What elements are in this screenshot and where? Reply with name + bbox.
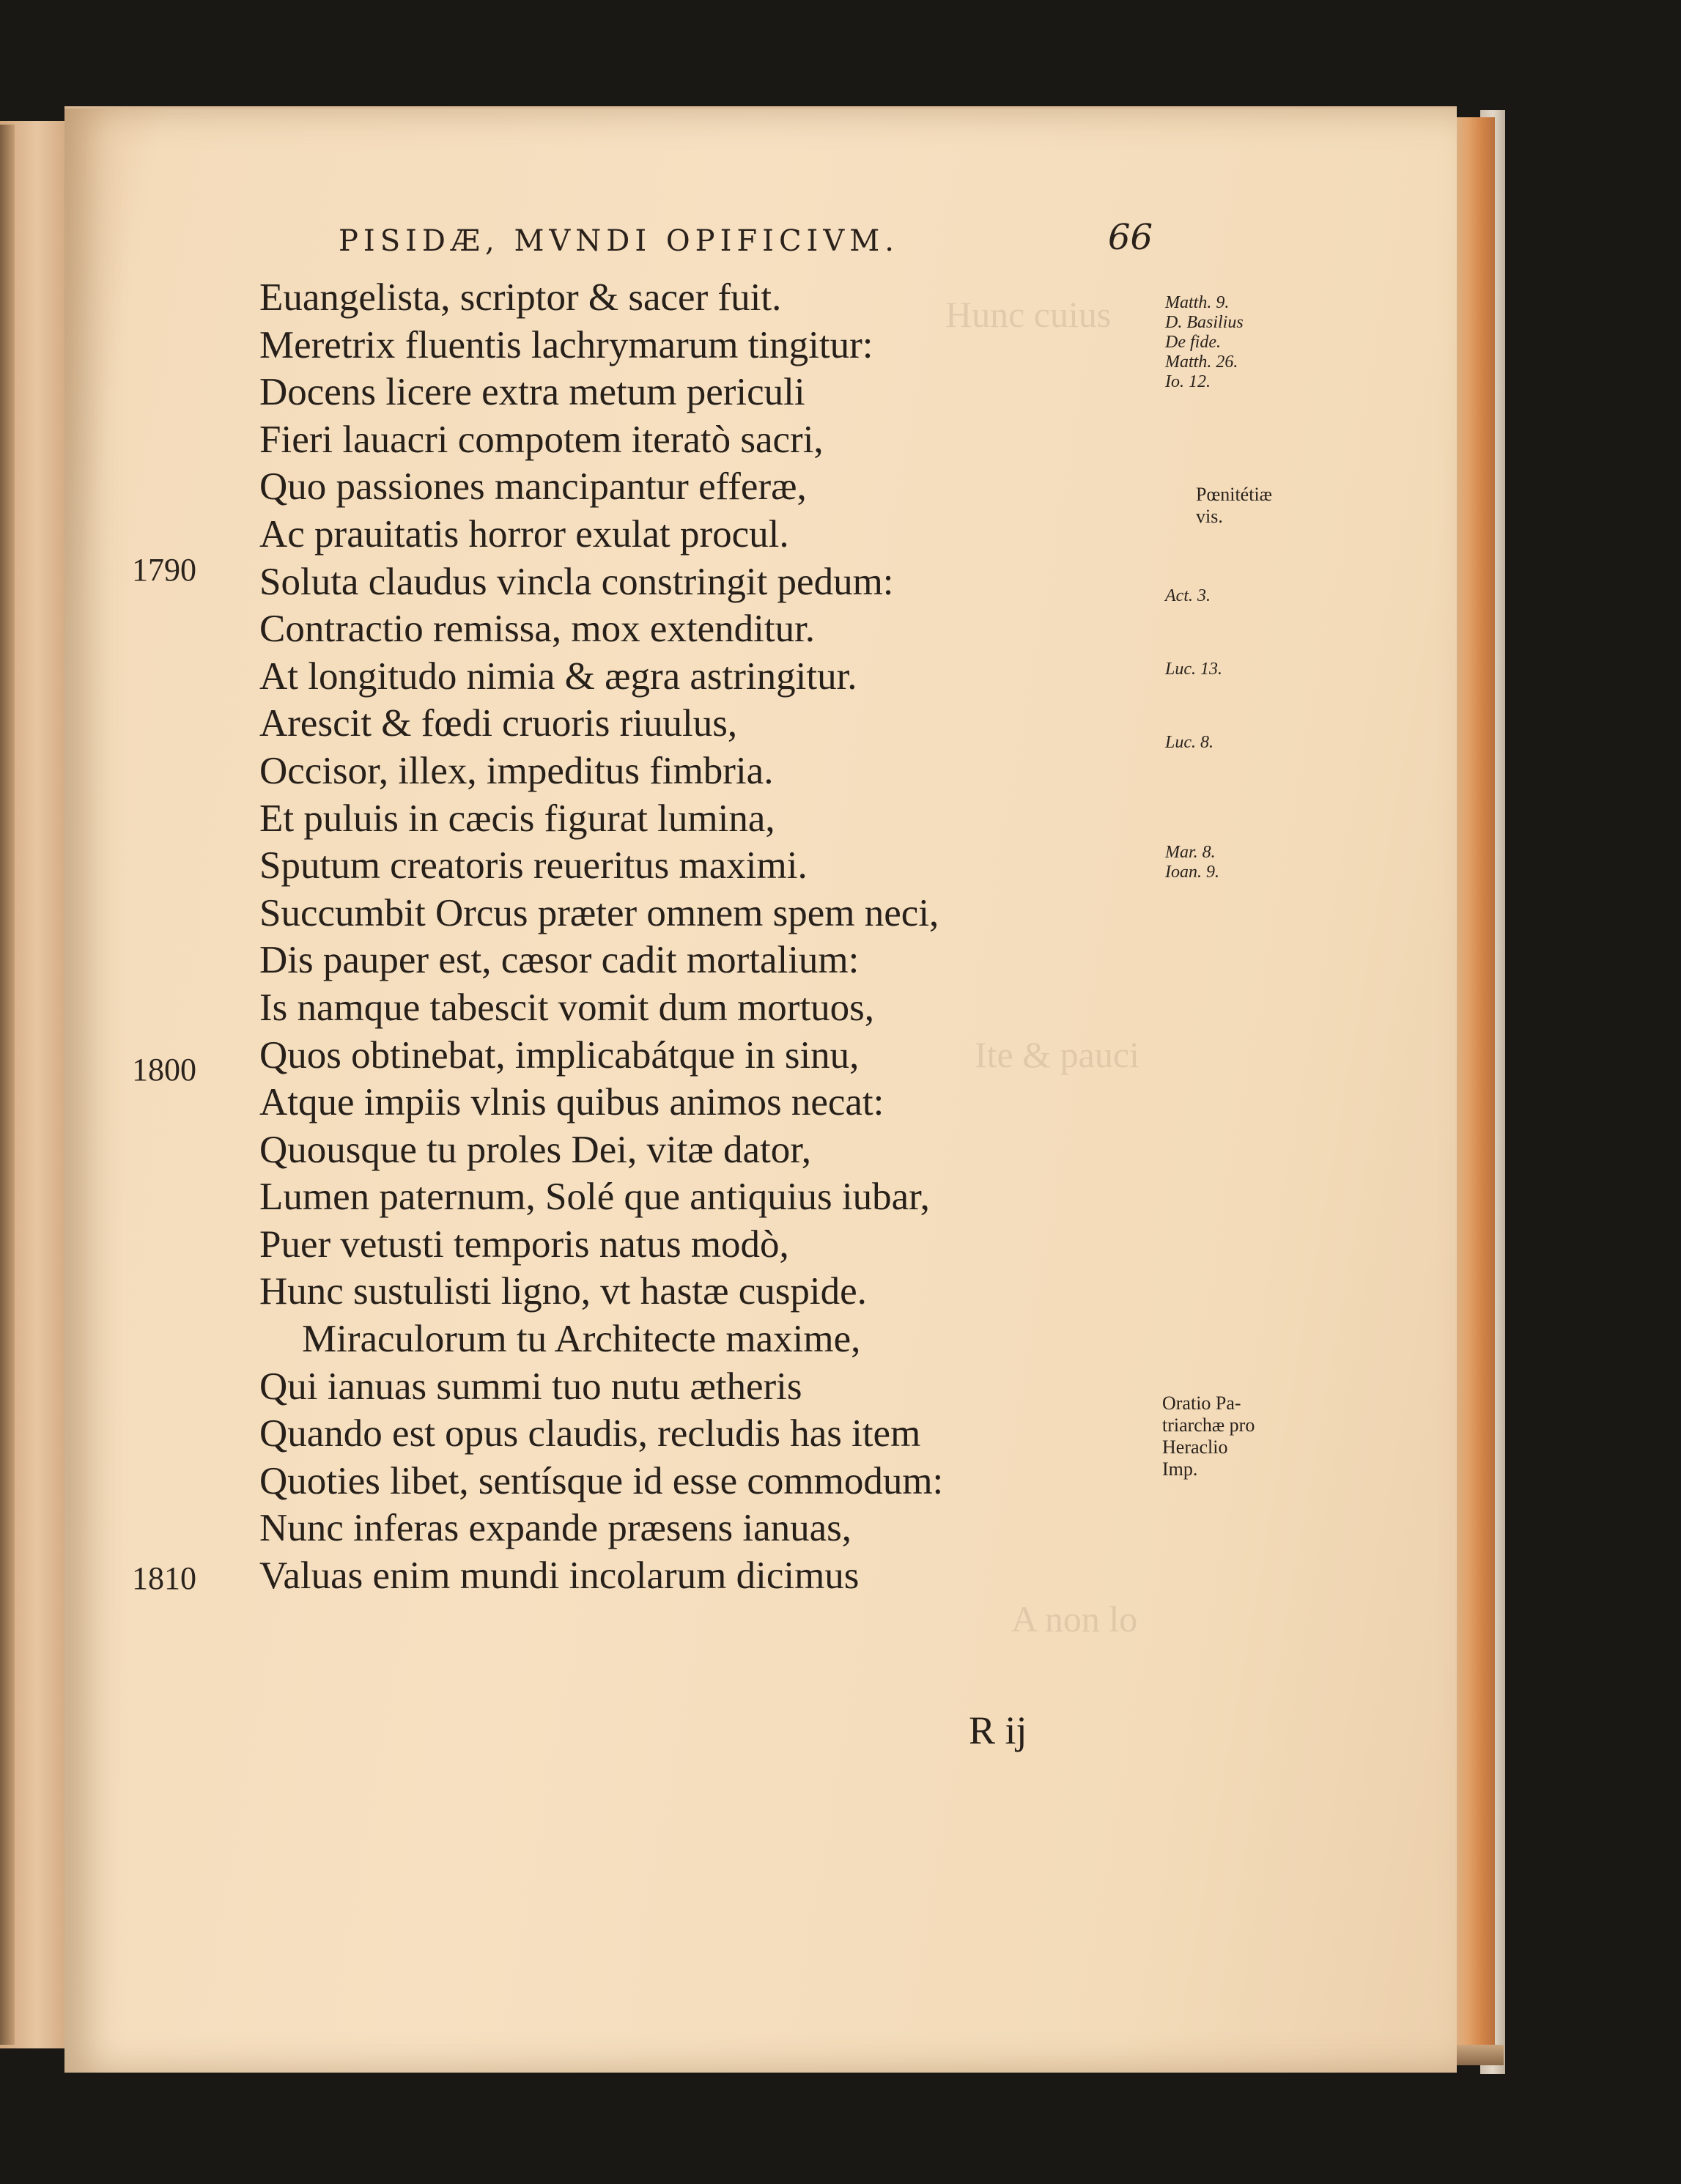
marginal-note: Matth. 9. D. Basilius De fide. Matth. 26. Io. 12.	[1165, 293, 1244, 391]
marginal-note: Mar. 8. Ioan. 9.	[1165, 843, 1219, 882]
verse-line: Puer vetusti temporis natus modò,	[259, 1222, 789, 1266]
left-page-edge	[0, 125, 15, 2045]
verse-line: Atque impiis vlnis quibus animos necat:	[259, 1081, 884, 1124]
verse-line: Arescit & fœdi cruoris riuulus,	[259, 702, 738, 745]
verse-line: Sputum creatoris reueritus maximi.	[259, 844, 808, 888]
verse-line: Et puluis in cæcis figurat lumina,	[259, 797, 775, 840]
show-through-text: A non lo	[1011, 1598, 1138, 1639]
verse-line: At longitudo nimia & ægra astringitur.	[259, 654, 857, 698]
verse-line: Soluta claudus vincla constringit pedum:	[259, 560, 894, 603]
verse-text	[259, 274, 943, 1600]
verse-line: Lumen paternum, Solé que antiquius iubar,	[259, 1176, 930, 1219]
signature-mark: R ij	[969, 1708, 1027, 1752]
verse-line: Quos obtinebat, implicabátque in sinu,	[259, 1033, 860, 1077]
verse-line: Quo passiones mancipantur efferæ,	[259, 465, 807, 509]
verse-line: Succumbit Orcus præter omnem spem neci,	[259, 891, 939, 934]
verse-line: Ac prauitatis horror exulat procul.	[259, 512, 789, 556]
marginal-note: Act. 3.	[1165, 586, 1211, 605]
page-block-edge	[1452, 117, 1495, 2059]
verse-line: Occisor, illex, impeditus fimbria.	[259, 749, 774, 792]
marginal-note: Pœnitétiæ vis.	[1196, 484, 1273, 527]
verse-line: Dis pauper est, cæsor cadit mortalium:	[259, 939, 860, 982]
page-number: 66	[1108, 217, 1153, 258]
verse-line: Valuas enim mundi incolarum dicimus	[259, 1554, 860, 1598]
line-number: 1790	[132, 552, 196, 588]
verse-line: Euangelista, scriptor & sacer fuit.	[259, 276, 782, 319]
line-number: 1810	[132, 1560, 196, 1596]
verse-line: Miraculorum tu Architecte maxime,	[302, 1318, 861, 1361]
verse-line: Qui ianuas summi tuo nutu ætheris	[259, 1365, 802, 1408]
running-title: PISIDÆ, MVNDI OPIFICIVM.	[339, 224, 899, 258]
verse-line: Quousque tu proles Dei, vitæ dator,	[259, 1128, 812, 1171]
verse-line: Is namque tabescit vomit dum mortuos,	[259, 986, 875, 1029]
verse-line: Docens licere extra metum periculi	[259, 371, 805, 414]
marginal-note: Oratio Pa- triarchæ pro Heraclio Imp.	[1162, 1392, 1255, 1480]
verse-line: Quoties libet, sentísque id esse commodum:	[259, 1459, 944, 1502]
verse-line: Meretrix fluentis lachrymarum tingitur:	[259, 323, 873, 366]
verse-line: Fieri lauacri compotem iteratò sacri,	[259, 418, 824, 461]
marginal-note: Luc. 13.	[1165, 660, 1222, 679]
verse-line: Hunc sustulisti ligno, vt hastæ cuspide.	[259, 1270, 867, 1313]
verse-line: Nunc inferas expande præsens ianuas,	[259, 1507, 851, 1550]
verse-line: Quando est opus claudis, recludis has item	[259, 1412, 921, 1456]
show-through-text: Ite & pauci	[975, 1034, 1139, 1075]
show-through-text: Hunc cuius	[945, 294, 1112, 335]
marginal-note: Luc. 8.	[1165, 733, 1213, 752]
line-number: 1800	[132, 1052, 196, 1088]
verse-line: Contractio remissa, mox extenditur.	[259, 608, 816, 651]
